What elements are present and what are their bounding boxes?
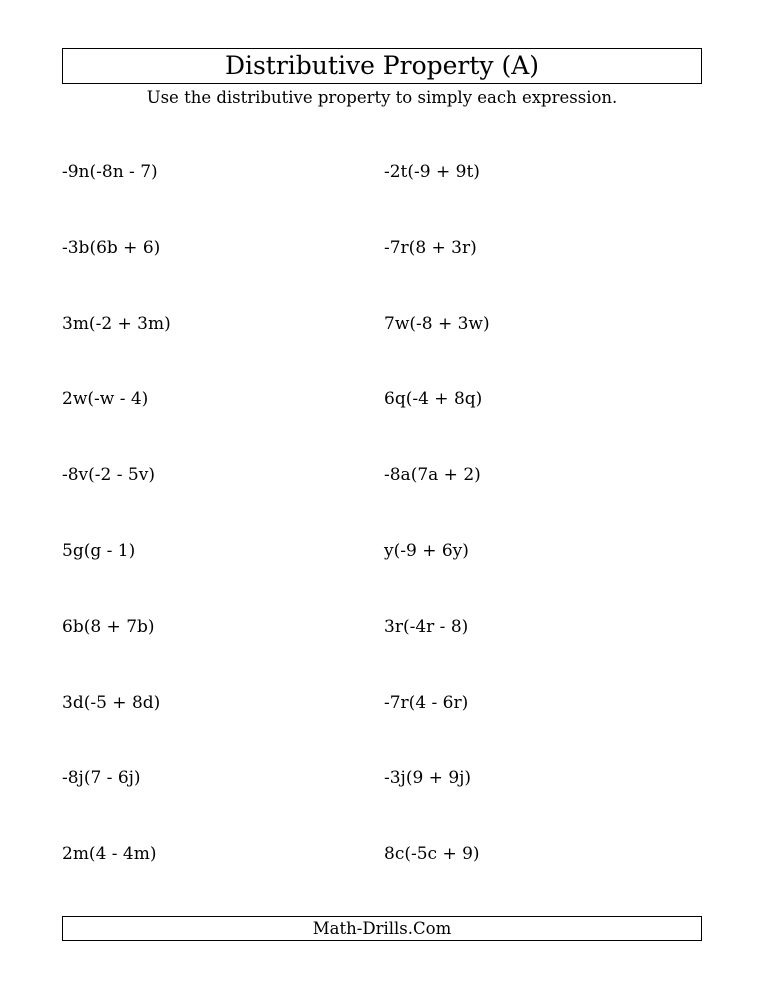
problem-10: -8a(7a + 2) <box>384 465 481 486</box>
problem-17: -8j(7 - 6j) <box>62 768 141 789</box>
problem-8: 6q(-4 + 8q) <box>384 389 483 410</box>
problem-list <box>62 160 702 918</box>
problem-3: -3b(6b + 6) <box>62 237 161 258</box>
instructions-text: Use the distributive property to simply each expression. <box>146 88 618 107</box>
problem-1: -9n(-8n - 7) <box>62 162 158 182</box>
problem-15: 3d(-5 + 8d) <box>62 692 161 713</box>
problem-19: 2m(4 - 4m) <box>62 844 157 865</box>
problem-12: y(-9 + 6y) <box>384 540 469 561</box>
problem-11: 5g(g - 1) <box>62 540 136 561</box>
footer-site-name: Math-Drills.Com <box>62 916 702 941</box>
problem-13: 6b(8 + 7b) <box>62 616 155 637</box>
problem-20: 8c(-5c + 9) <box>384 844 480 865</box>
problem-2: -2t(-9 + 9t) <box>384 162 480 182</box>
problem-18: -3j(9 + 9j) <box>384 768 472 789</box>
problem-16: -7r(4 - 6r) <box>384 692 469 713</box>
problem-4: -7r(8 + 3r) <box>384 237 477 258</box>
problem-9: -8v(-2 - 5v) <box>62 465 155 486</box>
problem-14: 3r(-4r - 8) <box>384 616 469 637</box>
worksheet-title: Distributive Property (A) <box>62 48 702 84</box>
problem-5: 3m(-2 + 3m) <box>62 313 171 334</box>
problem-7: 2w(-w - 4) <box>62 389 149 410</box>
problem-6: 7w(-8 + 3w) <box>384 313 490 334</box>
